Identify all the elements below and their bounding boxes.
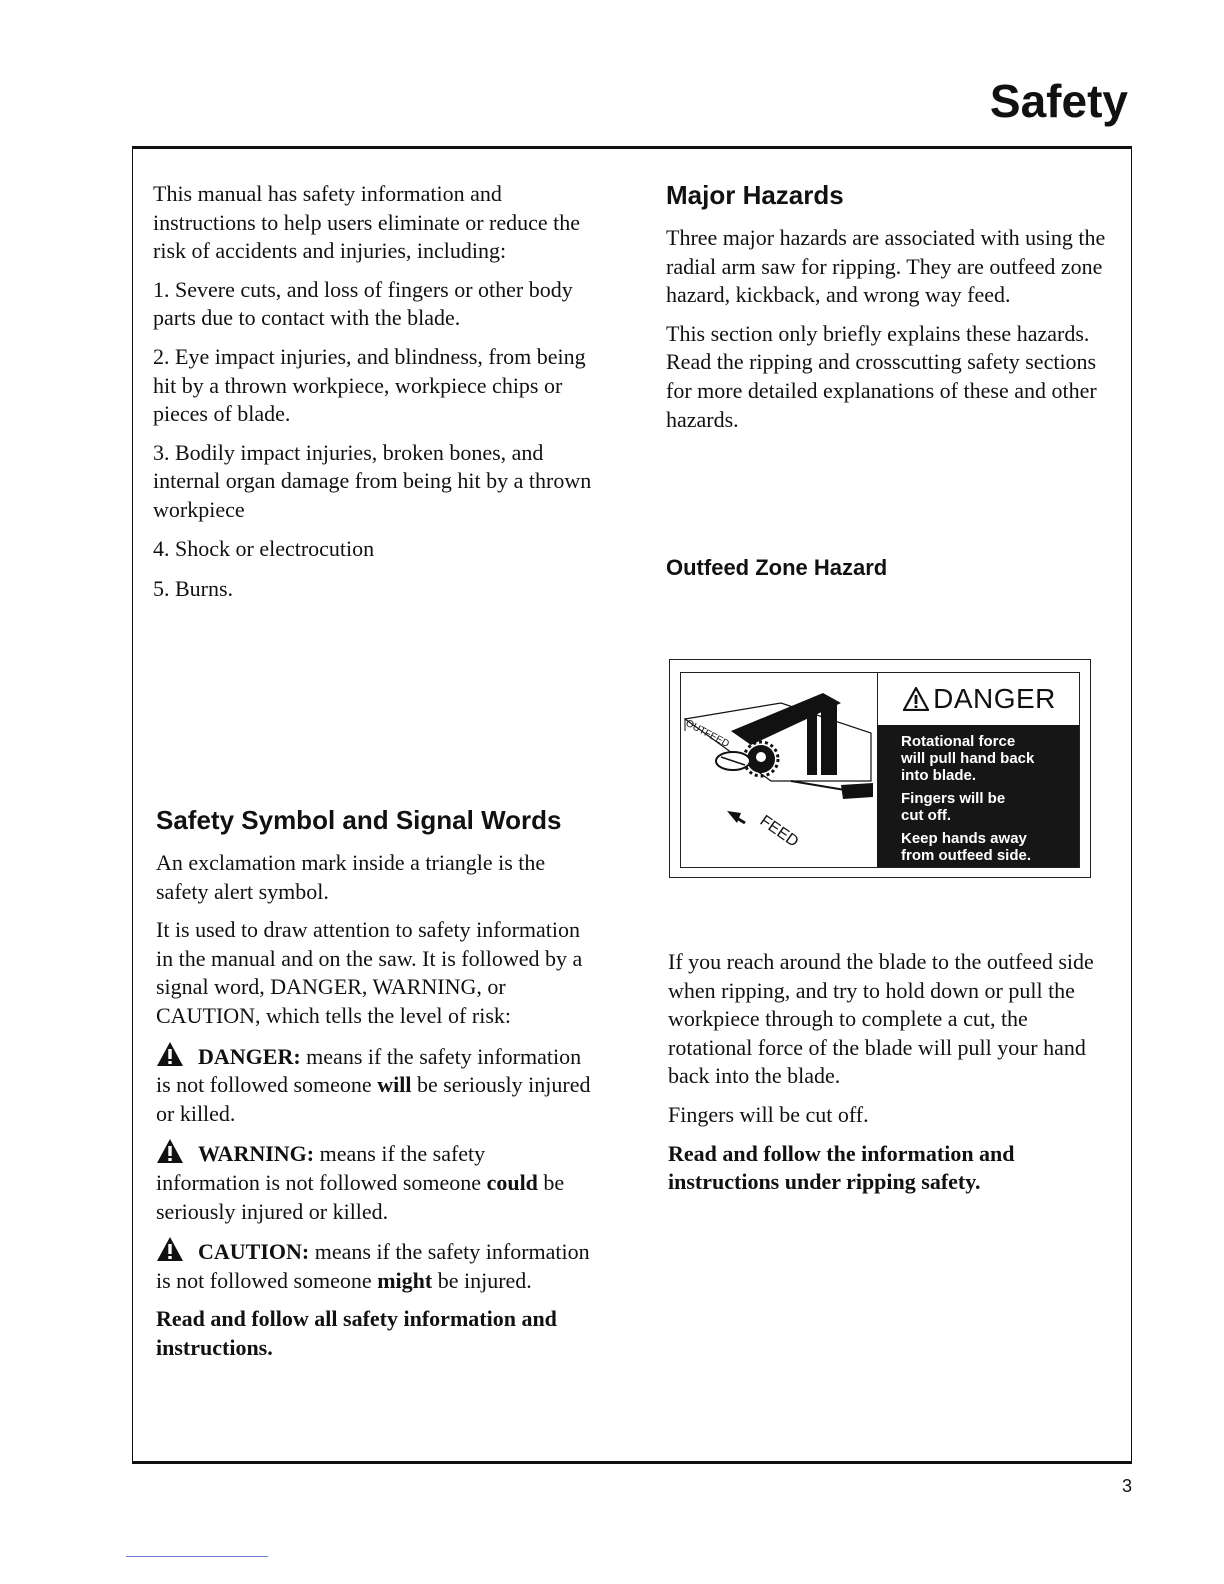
danger-message-line: Rotational force will pull hand back into blade.: [901, 733, 1035, 784]
fingers-warning-paragraph: Fingers will be cut off.: [668, 1101, 869, 1127]
danger-text-end: be seriously injured or killed.: [156, 1072, 591, 1126]
danger-message-line: Keep hands away from outfeed side.: [901, 830, 1032, 864]
major-hazards-heading: Major Hazards: [666, 180, 844, 210]
intro-paragraph: This manual has safety information and instructions to help users eliminate or reduce the risk of accidents and injuries, including:: [153, 181, 581, 264]
caution-text-end: be injured.: [432, 1267, 532, 1293]
outfeed-closing: Read and follow the information and instructions under ripping safety.: [668, 1140, 1015, 1195]
danger-label-header: [877, 673, 1081, 725]
outfeed-hazard-illustration: [681, 673, 877, 867]
page-title: Safety: [989, 75, 1128, 127]
outfeed-hazard-paragraph: If you reach around the blade to the outfeed side when ripping, and try to hold down or pull the workpiece through to complete a cut, the rotational force of the blade will pull your hand back into the blade.: [668, 949, 1094, 1089]
warning-word: WARNING:: [198, 1141, 315, 1167]
danger-label-border: [680, 672, 1080, 868]
caution-text: means if the safety information is not followed someone: [156, 1239, 590, 1293]
feed-arrow-icon: [727, 811, 745, 823]
danger-text: means if the safety information is not followed someone: [156, 1043, 582, 1098]
safety-alert-icon: [156, 1138, 184, 1164]
caution-word: CAUTION:: [198, 1239, 310, 1265]
risk-item: 3. Bodily impact injuries, broken bones, and internal organ damage from being hit by a thrown workpiece: [153, 439, 592, 522]
caution-emphasis: might: [377, 1267, 433, 1293]
warning-emphasis: could: [486, 1169, 538, 1195]
caution-definition: [156, 1236, 592, 1295]
hazards-explanation-paragraph: This section only briefly explains these hazards. Read the ripping and crosscutting safety sections for more detailed explanations of these and other hazards.: [666, 320, 1097, 432]
danger-header-text: DANGER: [933, 683, 1056, 714]
outfeed-art-label: OUTFEED: [683, 717, 731, 751]
risk-item: 4. Shock or electrocution: [153, 535, 375, 561]
feed-art-label: FEED: [756, 812, 802, 851]
outfeed-zone-heading: Outfeed Zone Hazard: [666, 555, 888, 580]
outfeed-zone-section: [668, 948, 1098, 1207]
danger-definition: [156, 1041, 592, 1129]
footer-rule: [126, 1556, 268, 1557]
risk-item: 2. Eye impact injuries, and blindness, from being hit by a thrown workpiece, workpiece chips or pieces of blade.: [153, 343, 586, 427]
safety-alert-icon: [156, 1041, 184, 1067]
safety-alert-icon: [156, 1236, 184, 1262]
risk-item: 5. Burns.: [153, 576, 234, 602]
signal-words-section: [156, 805, 592, 1373]
warning-definition: [156, 1138, 592, 1226]
warning-text-end: be seriously injured or killed.: [156, 1169, 565, 1224]
risk-item: 1. Severe cuts, and loss of fingers or other body parts due to contact with the blade.: [153, 276, 573, 331]
intro-section: [153, 180, 593, 614]
signal-words-closing: Read and follow all safety information and instructions.: [156, 1306, 557, 1360]
signal-words-heading: Safety Symbol and Signal Words: [156, 805, 562, 835]
page-number: 3: [1121, 1476, 1132, 1496]
major-hazards-section: [666, 180, 1106, 444]
danger-word: DANGER:: [198, 1043, 301, 1069]
warning-text: means if the safety information is not followed someone: [156, 1141, 487, 1195]
danger-safety-label: [669, 659, 1091, 878]
danger-emphasis: will: [377, 1072, 412, 1098]
alert-symbol-paragraph: An exclamation mark inside a triangle is the safety alert symbol.: [156, 850, 546, 904]
danger-label-message: [877, 725, 1079, 867]
danger-message-line: Fingers will be cut off.: [901, 790, 1006, 824]
signal-words-paragraph: It is used to draw attention to safety information in the manual and on the saw. It is followed by a signal word, DANGER, WARNING, or CAUTION, which tells the level of risk:: [156, 917, 583, 1028]
major-hazards-paragraph: Three major hazards are associated with using the radial arm saw for ripping. They are outfeed zone hazard, kickback, and wrong way feed.: [666, 225, 1106, 308]
safety-alert-icon: [903, 687, 929, 711]
